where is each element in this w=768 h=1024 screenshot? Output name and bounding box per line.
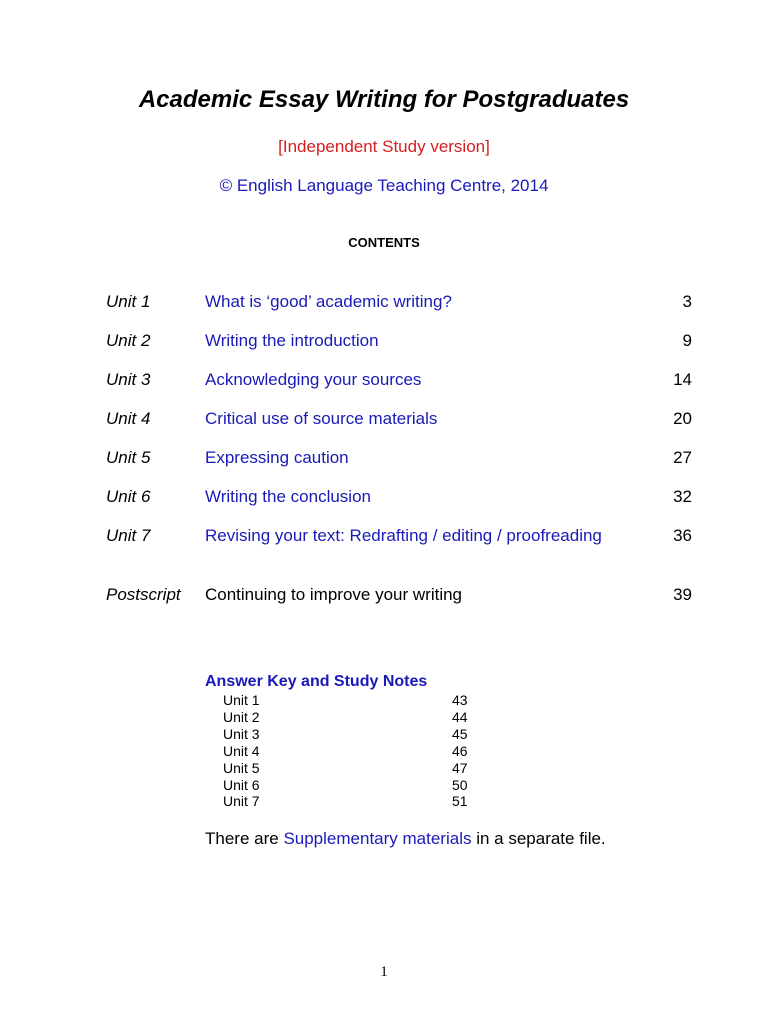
answer-key-row <box>223 692 483 709</box>
toc-postscript-label: Postscript <box>106 585 181 604</box>
answer-key-unit: Unit 7 <box>223 793 260 809</box>
toc-link-unit-6[interactable]: Writing the conclusion <box>205 487 371 506</box>
toc-page-number: 27 <box>673 448 692 467</box>
contents-heading: CONTENTS <box>348 235 420 250</box>
answer-key-unit: Unit 1 <box>223 692 260 708</box>
answer-key-unit: Unit 6 <box>223 777 260 793</box>
toc-row-unit-5 <box>0 448 768 474</box>
toc-unit-label: Unit 1 <box>106 292 151 311</box>
answer-key-page: 51 <box>452 793 468 809</box>
toc-row-unit-6 <box>0 487 768 513</box>
toc-page-number: 36 <box>673 526 692 545</box>
toc-unit-label: Unit 2 <box>106 331 151 350</box>
toc-row-unit-1 <box>0 292 768 318</box>
answer-key-row <box>223 709 483 726</box>
toc-link-unit-2[interactable]: Writing the introduction <box>205 331 379 350</box>
toc-row-postscript <box>0 585 768 611</box>
toc-row-unit-7 <box>0 526 768 552</box>
toc-page-number: 9 <box>682 331 692 350</box>
toc-page-number: 20 <box>673 409 692 428</box>
toc-row-unit-4 <box>0 409 768 435</box>
page-number: 1 <box>380 964 388 980</box>
answer-key-row <box>223 793 483 810</box>
supplementary-prefix: There are <box>205 829 284 848</box>
answer-key-row <box>223 743 483 760</box>
answer-key-row <box>223 777 483 794</box>
supplementary-note <box>205 829 606 849</box>
toc-page-number: 3 <box>682 292 692 311</box>
toc-unit-label: Unit 4 <box>106 409 151 428</box>
answer-key-page: 46 <box>452 743 468 759</box>
toc-unit-label: Unit 5 <box>106 448 151 467</box>
toc-postscript-title: Continuing to improve your writing <box>205 585 463 604</box>
answer-key-unit: Unit 4 <box>223 743 260 759</box>
toc-link-unit-3[interactable]: Acknowledging your sources <box>205 370 422 389</box>
toc-row-unit-2 <box>0 331 768 357</box>
toc-page-number: 14 <box>673 370 692 389</box>
toc-unit-label: Unit 6 <box>106 487 151 506</box>
answer-key-page: 47 <box>452 760 468 776</box>
answer-key-row <box>223 726 483 743</box>
toc-row-unit-3 <box>0 370 768 396</box>
toc-link-unit-7[interactable]: Revising your text: Redrafting / editing / proofreading <box>205 526 602 545</box>
toc-unit-label: Unit 7 <box>106 526 151 545</box>
supplementary-suffix: in a separate file. <box>471 829 606 848</box>
answer-key-unit: Unit 5 <box>223 760 260 776</box>
answer-key-page: 50 <box>452 777 468 793</box>
answer-key-page: 44 <box>452 709 468 725</box>
copyright-line: © English Language Teaching Centre, 2014 <box>219 176 549 195</box>
toc-link-unit-4[interactable]: Critical use of source materials <box>205 409 438 428</box>
toc-unit-label: Unit 3 <box>106 370 151 389</box>
supplementary-materials-link[interactable]: Supplementary materials <box>283 829 472 848</box>
toc-link-unit-1[interactable]: What is ‘good’ academic writing? <box>205 292 452 311</box>
version-note: [Independent Study version] <box>278 137 490 156</box>
answer-key-page: 45 <box>452 726 468 742</box>
document-title: Academic Essay Writing for Postgraduates <box>138 86 630 113</box>
toc-link-unit-5[interactable]: Expressing caution <box>205 448 349 467</box>
answer-key-page: 43 <box>452 692 468 708</box>
toc-page-number: 32 <box>673 487 692 506</box>
toc-page-number: 39 <box>673 585 692 604</box>
answer-key-heading[interactable]: Answer Key and Study Notes <box>205 673 428 690</box>
answer-key-unit: Unit 2 <box>223 709 260 725</box>
answer-key-unit: Unit 3 <box>223 726 260 742</box>
answer-key-row <box>223 760 483 777</box>
